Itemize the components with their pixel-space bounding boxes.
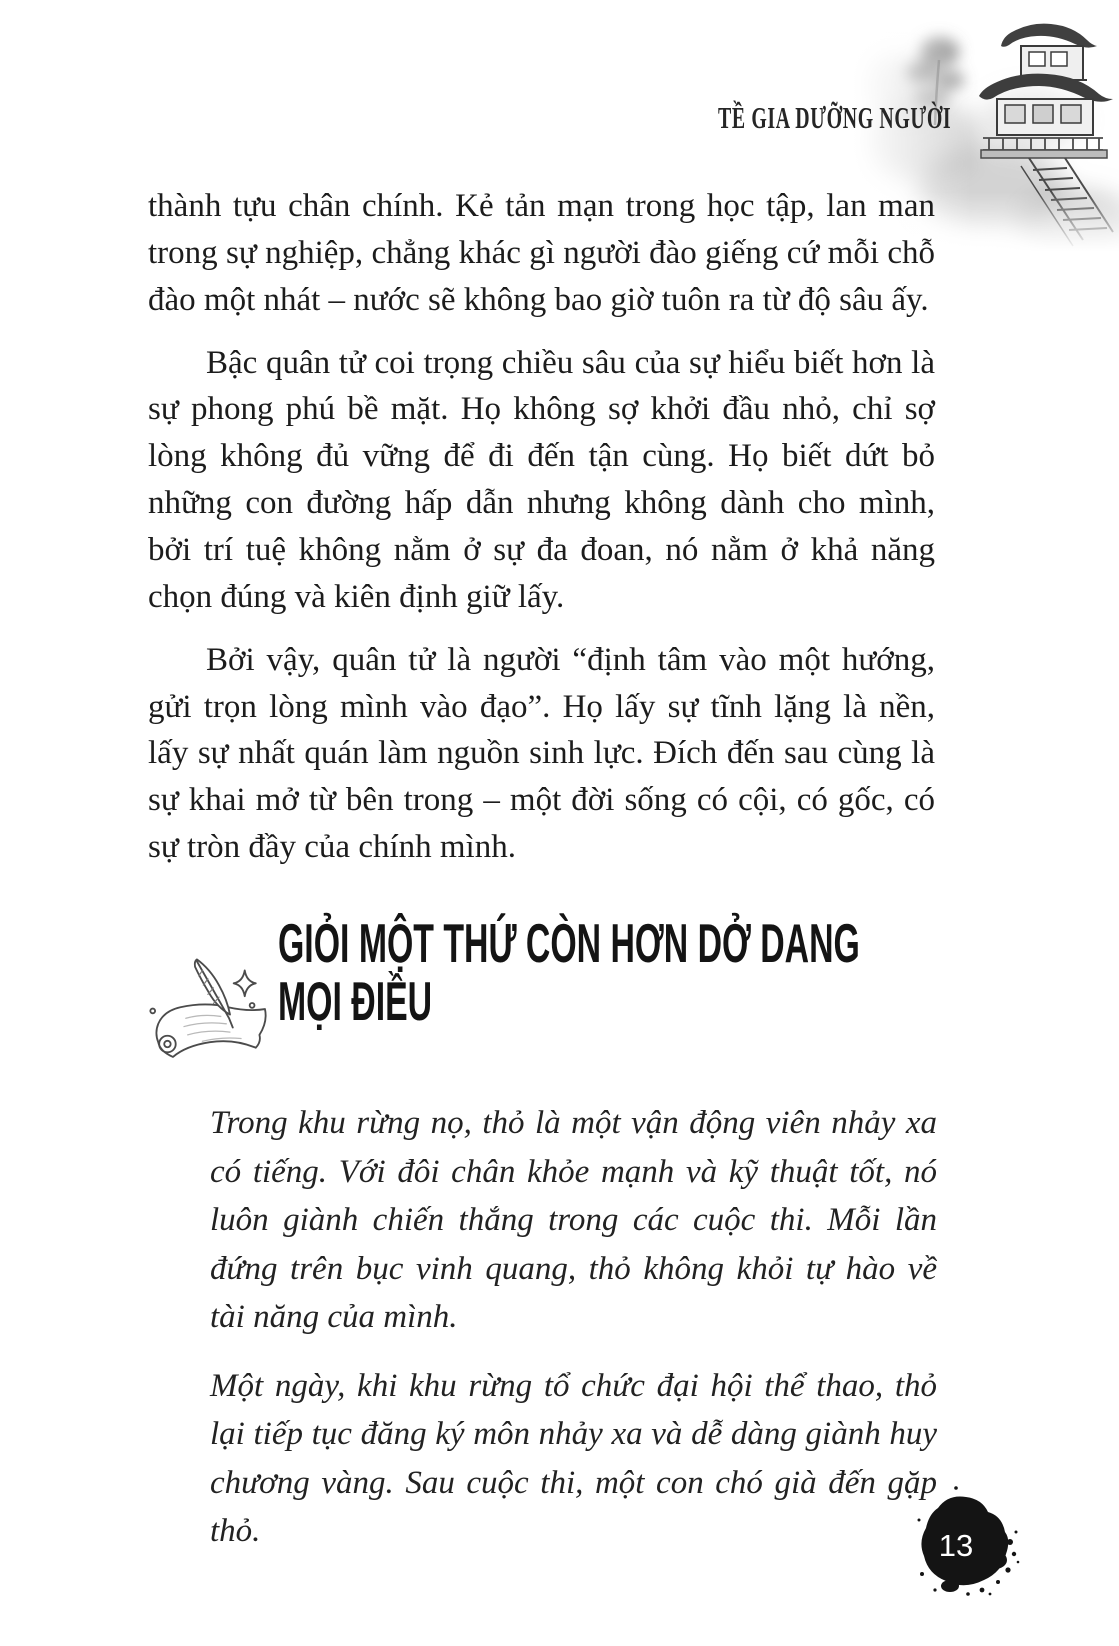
section-title: GIỎI MỘT THỨ CÒN HƠN DỞ DANG MỌI ĐIỀU bbox=[278, 912, 860, 1032]
page-number: 13 bbox=[938, 1528, 974, 1563]
story-paragraph: Một ngày, khi khu rừng tổ chức đại hội thể thao, thỏ lại tiếp tục đăng ký môn nhảy xa và dễ dàng giành huy chương vàng. Sau cuộc thi, một con chó già đến gặp thỏ. bbox=[210, 1367, 937, 1550]
paragraph: Bởi vậy, quân tử là người “định tâm vào một hướng, gửi trọn lòng mình vào đạo”. Họ lấy sự tĩnh lặng là nền, lấy sự nhất quán làm nguồn sinh lực. Đích đến sau cùng là sự khai mở từ bên trong – một đời sống có cội, có gốc, có sự tròn đầy của chính mình. bbox=[148, 641, 935, 866]
quill-scroll-icon bbox=[138, 951, 276, 1069]
paragraph: thành tựu chân chính. Kẻ tản mạn trong học tập, lan man trong sự nghiệp, chẳng khác gì người đào giếng cứ mỗi chỗ đào một nhát – nước sẽ không bao giờ tuôn ra từ độ sâu ấy. bbox=[148, 188, 935, 318]
page-number-ink-blot bbox=[898, 1482, 1026, 1610]
section-title-wrap bbox=[278, 912, 888, 1069]
body-text-block bbox=[148, 183, 935, 871]
running-header: TỀ GIA DƯỠNG NGƯỜI bbox=[718, 100, 952, 135]
section-heading-row bbox=[148, 912, 935, 1069]
story-paragraph: Trong khu rừng nọ, thỏ là một vận động viên nhảy xa có tiếng. Với đôi chân khỏe mạnh và kỹ thuật tốt, nó luôn giành chiến thắng trong các cuộc thi. Mỗi lần đứng trên bục vinh quang, thỏ không khỏi tự hào về tài năng của mình. bbox=[210, 1105, 937, 1336]
story-block bbox=[210, 1099, 937, 1556]
paragraph: Bậc quân tử coi trọng chiều sâu của sự hiểu biết hơn là sự phong phú bề mặt. Họ không sợ khởi đầu nhỏ, chỉ sợ lòng không đủ vững để đi đến tận cùng. Họ biết dứt bỏ những con đường hấp dẫn nhưng không dành cho mình, bởi trí tuệ không nằm ở sự đa đoan, nó nằm ở khả năng chọn đúng và kiên định giữ lấy. bbox=[148, 344, 935, 615]
